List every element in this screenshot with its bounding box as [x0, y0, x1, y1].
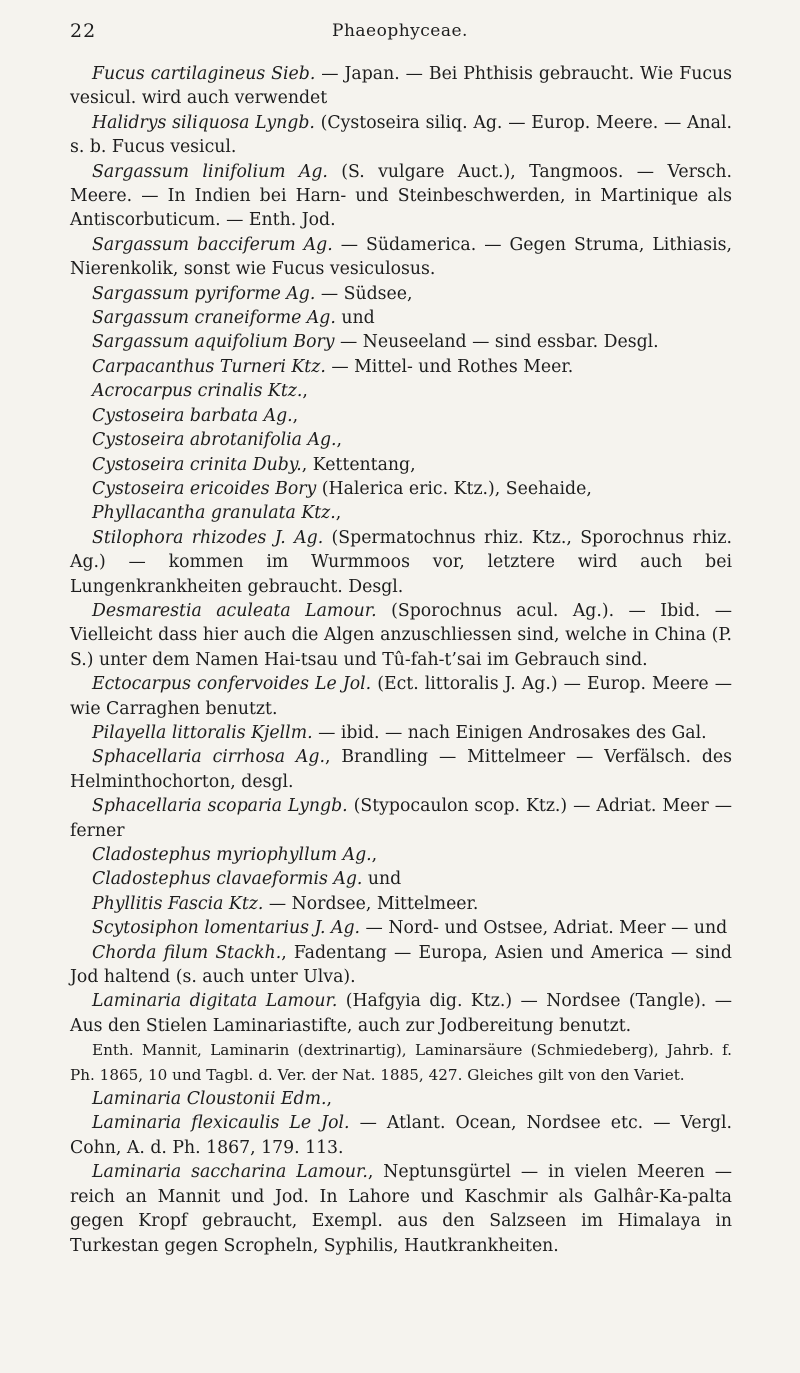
species-name: Halidrys siliquosa Lyngb.	[92, 112, 315, 133]
species-name: Laminaria saccharina Lamour.	[92, 1162, 368, 1183]
species-name: Phyllitis Fascia Ktz.	[92, 893, 264, 914]
entry-text: — Japan. — Bei Phthisis gebraucht. Wie Fucus vesicul. wird auch verwendet	[70, 64, 733, 109]
species-name: Cladostephus clavaeformis Ag.	[92, 869, 363, 890]
entry-paragraph	[70, 379, 732, 403]
species-name: Chorda filum Stackh.	[92, 942, 282, 963]
entry-paragraph	[70, 477, 732, 501]
species-name: Sargassum craneiforme Ag.	[92, 308, 336, 329]
entry-text: — Nordsee, Mittelmeer.	[263, 893, 479, 914]
species-name: Sargassum linifolium Ag.	[92, 161, 328, 182]
page-body	[70, 62, 732, 1258]
entry-paragraph	[70, 282, 732, 306]
entry-paragraph	[70, 599, 732, 672]
species-name: Laminaria flexicaulis Le Jol.	[92, 1113, 350, 1134]
entry-text: — Atlant. Ocean, Nordsee etc. — Vergl. Cohn, A. d. Ph. 1867, 179. 113.	[70, 1113, 732, 1158]
entry-text: ,	[292, 405, 299, 426]
page-number: 22	[70, 20, 97, 42]
species-name: Cystoseira abrotanifolia Ag.	[92, 430, 337, 451]
entry-paragraph	[70, 428, 732, 452]
entry-text: (S. vulgare Auct.), Tangmoos. — Versch. Meere. — In Indien bei Harn- und Steinbeschwerden, in Martinique als Antiscorbuticum. — Enth. Jod.	[70, 161, 732, 231]
entry-paragraph	[70, 843, 732, 867]
species-name: Sphacellaria cirrhosa Ag.	[92, 747, 325, 768]
entry-text: — Neuseeland — sind essbar. Desgl.	[334, 332, 659, 353]
entry-text: — Südsee,	[315, 283, 413, 304]
species-name: Fucus cartilagineus Sieb.	[92, 64, 316, 84]
entry-text: (Spermatochnus rhiz. Ktz., Sporochnus rhiz. Ag.) — kommen im Wurmmoos vor, letztere wird auch bei Lungenkrankheiten gebraucht. Desgl.	[70, 527, 732, 597]
species-name: Sargassum bacciferum Ag.	[92, 234, 333, 255]
species-name: Cystoseira barbata Ag.	[92, 405, 293, 426]
entry-paragraph	[70, 672, 732, 721]
species-name: Sargassum pyriforme Ag.	[92, 283, 316, 304]
entry-text: ,	[336, 430, 343, 451]
entry-text: ,	[302, 381, 308, 402]
entry-text: — Mittel- und Rothes Meer.	[325, 356, 574, 377]
footnote-paragraph	[70, 1038, 732, 1087]
entry-paragraph	[70, 941, 732, 990]
species-name: Pilayella littoralis Kjellm.	[92, 722, 313, 743]
entry-paragraph	[70, 355, 732, 379]
entry-text: — Nord- und Ostsee, Adriat. Meer — und	[360, 918, 728, 939]
species-name: Scytosiphon lomentarius J. Ag.	[92, 918, 361, 939]
entry-text: ,	[371, 845, 378, 865]
entry-text: und	[362, 869, 402, 890]
entry-paragraph	[70, 306, 732, 330]
entry-paragraph	[70, 501, 732, 525]
entry-text: (Cystoseira siliq. Ag. — Europ. Meere. — Anal. s. b. Fucus vesicul.	[70, 112, 732, 158]
entry-text: (Stypocaulon scop. Ktz.) — Adriat. Meer — ferner	[70, 796, 733, 841]
species-name: Laminaria Cloustonii Edm.	[92, 1089, 327, 1110]
entry-text: — ibid. — nach Einigen Androsakes des Gal.	[312, 722, 707, 743]
species-name: Laminaria digitata Lamour.	[92, 991, 338, 1012]
page-header	[70, 20, 730, 50]
entry-paragraph	[70, 526, 732, 599]
entry-paragraph	[70, 916, 732, 940]
species-name: Sargassum aquifolium Bory	[92, 332, 335, 353]
species-name: Ectocarpus confervoides Le Jol.	[92, 674, 372, 695]
entry-text: (Sporochnus acul. Ag.). — Ibid. — Vielleicht dass hier auch die Algen anzuschliessen sind, welche in China (P. S.) unter dem Namen Hai-tsau und Tû-fah-t’sai im Gebrauch sind.	[70, 600, 733, 670]
entry-text: — Südamerica. — Gegen Struma, Lithiasis, Nierenkolik, sonst wie Fucus vesiculosus.	[70, 234, 732, 280]
entry-paragraph	[70, 1087, 732, 1111]
entry-text: (Halerica eric. Ktz.), Seehaide,	[316, 478, 592, 499]
species-name: Desmarestia aculeata Lamour.	[92, 600, 377, 621]
species-name: Carpacanthus Turneri Ktz.	[92, 356, 326, 377]
entry-paragraph	[70, 867, 732, 891]
species-name: Cystoseira crinita Duby.	[92, 454, 302, 475]
entry-paragraph	[70, 721, 732, 745]
entry-text: Enth. Mannit, Laminarin (dextrinartig), Laminarsäure (Schmiedeberg), Jahrb. f. Ph. 1865, 10 und Tagbl. d. Ver. der Nat. 1885, 427. Gleiches gilt von den Variet.	[70, 1041, 732, 1084]
entry-paragraph	[70, 404, 732, 428]
running-head: Phaeophyceae.	[332, 21, 468, 41]
entry-text: , Neptunsgürtel — in vielen Meeren — reich an Mannit und Jod. In Lahore und Kaschmir als Galhâr-Ka-palta gegen Kropf gebraucht, Exempl. aus den Salzseen im Himalaya in Turkestan gegen Scropheln, Syphilis, Hautkrankheiten.	[70, 1162, 732, 1256]
entry-text: , Brandling — Mittelmeer — Verfälsch. des Helminthochorton, desgl.	[70, 747, 732, 792]
entry-paragraph	[70, 453, 732, 477]
entry-paragraph	[70, 62, 732, 111]
entry-text: , Kettentang,	[301, 454, 416, 475]
entry-text: und	[335, 308, 375, 329]
entry-paragraph	[70, 794, 732, 843]
species-name: Cladostephus myriophyllum Ag.	[92, 845, 372, 865]
species-name: Phyllacantha granulata Ktz.	[92, 503, 336, 524]
entry-paragraph	[70, 745, 732, 794]
entry-paragraph	[70, 160, 732, 233]
species-name: Acrocarpus crinalis Ktz.	[92, 381, 303, 402]
entry-text: (Hafgyia dig. Ktz.) — Nordsee (Tangle). — Aus den Stielen Laminariastifte, auch zur Jodbereitung benutzt.	[70, 991, 732, 1036]
entry-paragraph	[70, 892, 732, 916]
entry-text: (Ect. littoralis J. Ag.) — Europ. Meere — wie Carraghen benutzt.	[70, 674, 732, 719]
species-name: Sphacellaria scoparia Lyngb.	[92, 796, 348, 817]
species-name: Cystoseira ericoides Bory	[92, 478, 317, 499]
entry-paragraph	[70, 330, 732, 354]
entry-paragraph	[70, 1111, 732, 1160]
entry-paragraph	[70, 233, 732, 282]
species-name: Stilophora rhizodes J. Ag.	[92, 527, 324, 548]
entry-paragraph	[70, 989, 732, 1038]
entry-paragraph	[70, 111, 732, 160]
entry-text: ,	[326, 1089, 332, 1110]
entry-paragraph	[70, 1160, 732, 1258]
entry-text: , Fadentang — Europa, Asien und America — sind Jod haltend (s. auch unter Ulva).	[70, 942, 732, 988]
entry-text: ,	[335, 503, 342, 524]
